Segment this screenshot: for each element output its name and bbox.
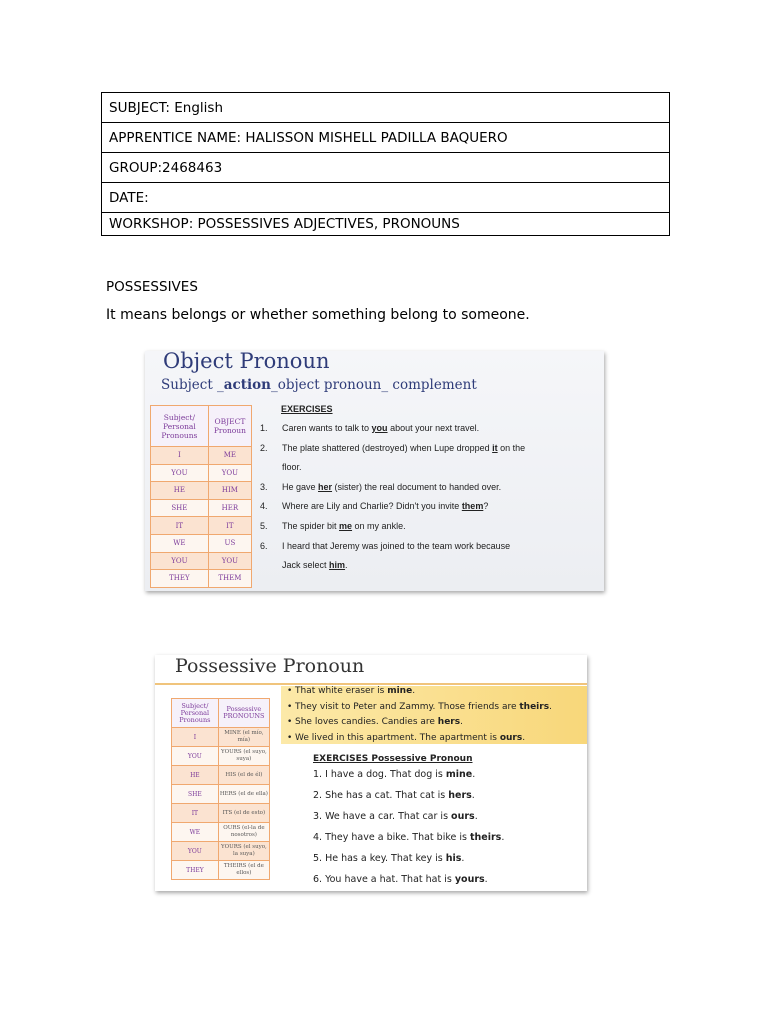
pronoun-cell: MINE (el mío, mía) (218, 728, 269, 747)
table-header-cell: Subject/ Personal Pronouns (151, 406, 209, 447)
exercise-answer: it (492, 442, 498, 453)
table-header-cell: Subject/ Personal Pronouns (172, 699, 219, 728)
subject-pronoun-cell: SHE (151, 499, 209, 517)
object-pronoun-row (151, 464, 252, 482)
object-slide-subtitle (161, 377, 477, 393)
example-bullet: • We lived in this apartment. The apartment is ours. (295, 733, 525, 743)
possessive-pronoun-row (172, 785, 270, 804)
pronoun-cell: YOURS (el suyo, la suya) (218, 842, 269, 861)
subject-pronoun-cell: I (172, 728, 219, 747)
subject-pronoun-cell: YOU (151, 464, 209, 482)
possessive-exercise-answer: ours (451, 811, 475, 822)
pronoun-cell: US (208, 534, 251, 552)
workshop-row: WORKSHOP: POSSESSIVES ADJECTIVES, PRONOUNS (109, 216, 460, 232)
pronoun-cell: ITS (el de esto) (218, 804, 269, 823)
subtitle-part: _object pronoun_ complement (270, 377, 477, 393)
example-answer: mine (387, 686, 413, 696)
pronoun-cell: YOURS (el suyo, suya) (218, 747, 269, 766)
exercise-number: 3. (260, 481, 268, 492)
possessive-pronoun-row (172, 747, 270, 766)
possessive-pronoun-slide (155, 655, 587, 891)
pronoun-cell: HERS (el de ella) (218, 785, 269, 804)
object-pronoun-row (151, 482, 252, 500)
exercise-answer: me (339, 521, 353, 531)
example-bullet: • That white eraser is mine. (295, 686, 415, 696)
possessive-pronoun-row (172, 861, 270, 880)
table-header-row (151, 406, 252, 447)
object-exercises-list (260, 423, 600, 583)
possessive-pronoun-table (171, 698, 270, 880)
subject-row: SUBJECT: English (102, 93, 669, 123)
exercise-text: He gave her (sister) the real document to handed over. (282, 481, 502, 492)
exercise-text: Jack select him. (282, 560, 348, 571)
pronoun-cell: THEM (208, 570, 251, 588)
pronoun-cell: THEIRS (el de ellos) (218, 861, 269, 880)
possessive-exercise-answer: his (445, 853, 462, 864)
subject-pronoun-cell: YOU (172, 842, 219, 861)
example-answer: ours (499, 732, 523, 743)
possessive-slide-title: Possessive Pronoun (175, 655, 365, 677)
pronoun-cell: HIM (208, 482, 251, 500)
possessive-exercise: 1. I have a dog. That dog is mine. (313, 769, 476, 780)
object-pronoun-table (150, 405, 252, 588)
possessive-exercise-answer: mine (445, 769, 473, 780)
object-slide-title: Object Pronoun (163, 351, 330, 373)
example-answer: hers (437, 717, 461, 727)
exercise-number: 6. (260, 540, 268, 551)
table-header-cell: OBJECT Pronoun (208, 406, 251, 447)
subject-pronoun-cell: HE (151, 482, 209, 500)
pronoun-cell: YOU (208, 464, 251, 482)
table-header-row (172, 699, 270, 728)
exercise-number: 2. (260, 442, 268, 453)
example-answer: theirs (519, 701, 550, 712)
object-pronoun-row (151, 499, 252, 517)
exercise-text: floor. (282, 462, 302, 473)
exercise-number: 4. (260, 501, 268, 512)
possessive-exercise-answer: theirs (469, 832, 502, 843)
subject-pronoun-cell: WE (172, 823, 219, 842)
section-title: POSSESSIVES (106, 279, 198, 295)
exercise-text: Caren wants to talk to you about your next travel. (282, 423, 480, 433)
exercise-text: I heard that Jeremy was joined to the team work because (282, 540, 511, 551)
section-definition: It means belongs or whether something belong to someone. (106, 307, 530, 323)
subtitle-part: Subject _ (161, 377, 224, 393)
pronoun-cell: ME (208, 447, 251, 465)
subject-pronoun-cell: IT (151, 517, 209, 535)
example-bullet: • She loves candies. Candies are hers. (295, 717, 463, 727)
object-pronoun-row (151, 552, 252, 570)
exercise-answer: them (461, 501, 484, 512)
exercise-answer: him (329, 560, 346, 571)
exercise-number: 5. (260, 521, 268, 531)
subject-pronoun-cell: THEY (151, 570, 209, 588)
exercise-number: 1. (260, 423, 268, 433)
example-bullet: • They visit to Peter and Zammy. Those friends are theirs. (295, 702, 552, 712)
exercise-text: The plate shattered (destroyed) when Lupe dropped it on the (282, 442, 526, 453)
subject-pronoun-cell: YOU (172, 747, 219, 766)
possessive-exercise-answer: hers (448, 790, 472, 801)
subject-pronoun-cell: WE (151, 534, 209, 552)
pronoun-cell: OURS (el-la de nosotros) (218, 823, 269, 842)
possessive-exercises-title: EXERCISES Possessive Pronoun (313, 754, 473, 764)
subtitle-action: action (223, 377, 271, 393)
possessive-pronoun-row (172, 728, 270, 747)
possessive-exercise: 4. They have a bike. That bike is theirs. (313, 832, 505, 843)
subject-pronoun-cell: SHE (172, 785, 219, 804)
exercise-answer: her (318, 481, 333, 492)
possessive-exercise: 5. He has a key. That key is his. (313, 853, 465, 864)
possessive-pronoun-row (172, 823, 270, 842)
possessive-exercise-answer: yours (454, 874, 485, 885)
object-pronoun-row (151, 447, 252, 465)
group-row: GROUP:2468463 (102, 153, 669, 183)
pronoun-cell: IT (208, 517, 251, 535)
possessive-exercise: 2. She has a cat. That cat is hers. (313, 790, 475, 801)
subject-pronoun-cell: IT (172, 804, 219, 823)
possessive-exercise: 6. You have a hat. That hat is yours. (313, 874, 488, 885)
object-pronoun-row (151, 517, 252, 535)
apprentice-row: APPRENTICE NAME: HALISSON MISHELL PADILLA BAQUERO (102, 123, 669, 153)
object-pronoun-slide (145, 351, 604, 591)
title-rule (155, 683, 587, 685)
object-exercises-title: EXERCISES (281, 404, 333, 414)
pronoun-cell: YOU (208, 552, 251, 570)
pronoun-cell: HER (208, 499, 251, 517)
subject-pronoun-cell: YOU (151, 552, 209, 570)
date-row: DATE: (102, 183, 669, 213)
object-pronoun-row (151, 534, 252, 552)
subject-pronoun-cell: THEY (172, 861, 219, 880)
exercise-text: Where are Lily and Charlie? Didn't you invite them? (282, 501, 489, 512)
info-table (101, 92, 670, 236)
pronoun-cell: HIS (el de él) (218, 766, 269, 785)
possessive-pronoun-row (172, 804, 270, 823)
possessive-pronoun-row (172, 766, 270, 785)
exercise-text: The spider bit me on my ankle. (282, 521, 406, 531)
object-pronoun-row (151, 570, 252, 588)
possessive-pronoun-row (172, 842, 270, 861)
subject-pronoun-cell: I (151, 447, 209, 465)
table-header-cell: Possessive PRONOUNS (218, 699, 269, 728)
possessive-exercise: 3. We have a car. That car is ours. (313, 811, 478, 822)
exercise-answer: you (371, 423, 388, 433)
subject-pronoun-cell: HE (172, 766, 219, 785)
